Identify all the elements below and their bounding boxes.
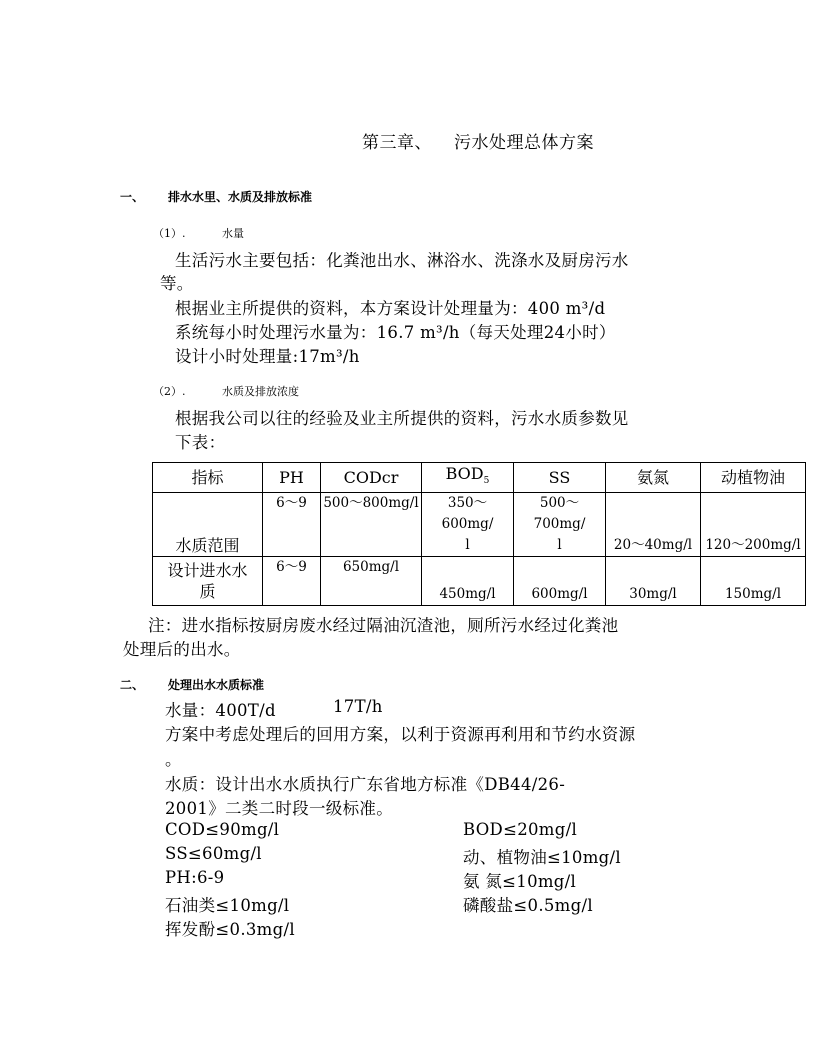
row-label: 设计进水水 质	[153, 557, 263, 606]
table-row	[153, 493, 806, 557]
table-header-row	[153, 463, 806, 493]
paragraph-line: 2001》二类二时段一级标准。	[165, 799, 393, 818]
table-cell: 450mg/l	[422, 557, 514, 606]
table-cell: 120～200mg/l	[701, 493, 806, 557]
row-label: 水质范围	[153, 493, 263, 557]
table-cell: 6～9	[263, 493, 321, 557]
paragraph-line: 生活污水主要包括：化粪池出水、淋浴水、洗涤水及厨房污水	[175, 251, 629, 270]
header-cell: PH	[263, 463, 321, 493]
chapter-title	[362, 128, 594, 153]
header-cell-bod: $BOD_5$	[422, 463, 514, 493]
water-quality-table	[152, 462, 806, 606]
chapter-name: 污水处理总体方案	[454, 133, 594, 153]
standard-item: 磷酸盐≤0.5mg/l	[463, 896, 593, 915]
header-cell: 指标	[153, 463, 263, 493]
subsection2-number: （2）.	[153, 385, 186, 398]
water-volume: 水量：400T/d	[165, 701, 276, 720]
standard-item: PH:6-9	[165, 868, 225, 887]
table-cell: 500～800mg/l	[321, 493, 422, 557]
subsection1-number: （1）.	[153, 227, 186, 240]
standard-item: 动、植物油≤10mg/l	[463, 848, 621, 867]
header-cell: 氨氮	[606, 463, 701, 493]
paragraph-line: 水质：设计出水水质执行广东省地方标准《DB44/26-	[165, 775, 566, 794]
paragraph-line: 根据我公司以往的经验及业主所提供的资料，污水水质参数见	[175, 409, 629, 428]
note-line: 注：进水指标按厨房废水经过隔油沉渣池，厕所污水经过化粪池	[148, 616, 619, 635]
header-cell: SS	[514, 463, 606, 493]
table-cell: 500～700mg/ l	[514, 493, 606, 557]
standard-item: BOD≤20mg/l	[463, 820, 578, 839]
table-cell: 20～40mg/l	[606, 493, 701, 557]
section1-heading: 排水水里、水质及排放标准	[168, 190, 313, 204]
standard-item: COD≤90mg/l	[165, 820, 280, 839]
table-row	[153, 557, 806, 606]
paragraph-line: 方案中考虑处理后的回用方案，以利于资源再利用和节约水资源	[165, 725, 636, 744]
table-cell: 150mg/l	[701, 557, 806, 606]
header-cell: CODcr	[321, 463, 422, 493]
paragraph-line: 根据业主所提供的资料，本方案设计处理量为：400 m³/d	[175, 299, 606, 318]
section2-heading: 处理出水水质标准	[168, 678, 265, 692]
section2-number: 二、	[120, 678, 145, 692]
table-cell: 6～9	[263, 557, 321, 606]
header-cell: 动植物油	[701, 463, 806, 493]
bod-subscript: 5	[483, 476, 490, 487]
standard-item: SS≤60mg/l	[165, 844, 262, 863]
paragraph-line: 系统每小时处理污水量为：16.7 m³/h（每天处理24小时）	[175, 323, 616, 342]
table-cell: 600mg/l	[514, 557, 606, 606]
paragraph-line: 设计小时处理量:17m³/h	[175, 347, 360, 366]
paragraph-line: 等。	[160, 274, 194, 293]
subsection1-label: 水量	[222, 227, 244, 240]
chapter-number: 第三章、	[362, 133, 432, 153]
paragraph-line: 下表：	[175, 433, 226, 452]
section1-number: 一、	[120, 190, 145, 204]
note-line: 处理后的出水。	[123, 640, 241, 659]
table-cell: 30mg/l	[606, 557, 701, 606]
subsection2-label: 水质及排放浓度	[222, 385, 299, 398]
table-cell: 650mg/l	[321, 557, 422, 606]
water-hourly: 17T/h	[333, 697, 383, 716]
paragraph-line: 。	[165, 750, 182, 769]
standard-item: 挥发酚≤0.3mg/l	[165, 920, 295, 939]
standard-item: 氨 氮≤10mg/l	[463, 872, 577, 891]
table-cell: 350～600mg/ l	[422, 493, 514, 557]
standard-item: 石油类≤10mg/l	[165, 896, 290, 915]
